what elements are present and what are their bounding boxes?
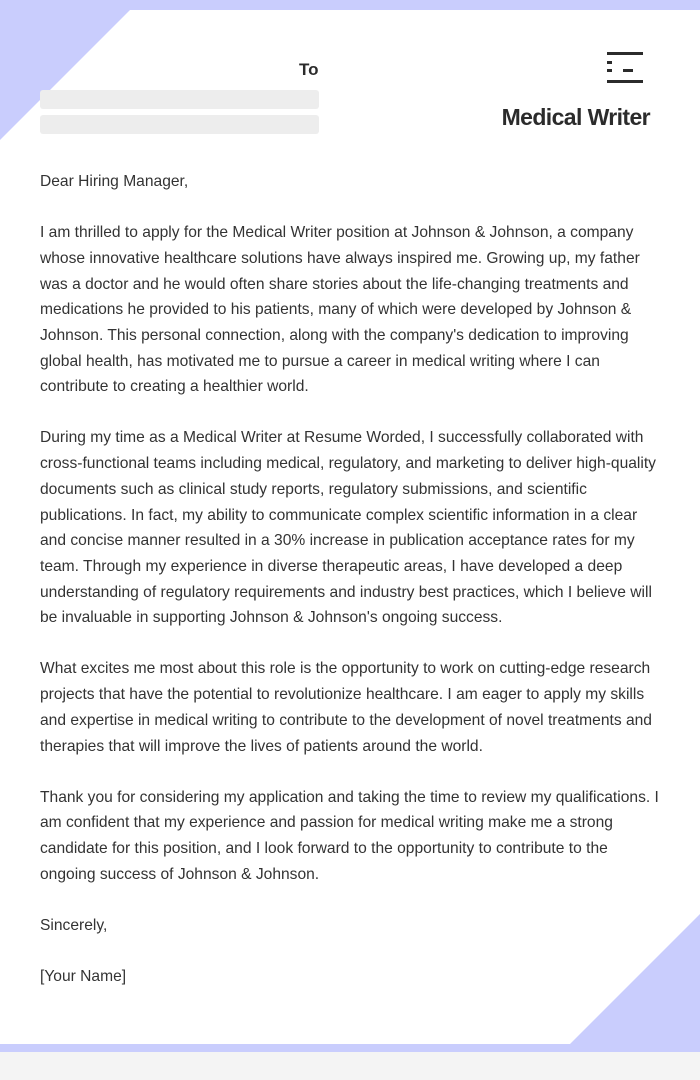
letter-page — [0, 10, 700, 1044]
recipient-placeholder-line — [40, 90, 319, 109]
to-label: To — [299, 60, 319, 79]
paragraph-2: During my time as a Medical Writer at Resume Worded, I successfully collaborated with cross-functional teams including medical, regulatory, and marketing to deliver high-quality documents such as clinical study reports, regulatory submissions, and scientific publications. In fact, my ability to communicate complex scientific information in a clear and concise manner resulted in a 30% increase in publication acceptance rates for my team. Through my experience in diverse therapeutic areas, I have developed a deep understanding of regulatory requirements and industry best practices, which I believe will be invaluable in supporting Johnson & Johnson's ongoing success. — [40, 429, 656, 627]
salutation: Dear Hiring Manager, — [40, 173, 189, 190]
paragraph-1: I am thrilled to apply for the Medical Writer position at Johnson & Johnson, a company whose innovative healthcare solutions have always inspired me. Growing up, my father was a doctor and he would often share stories about the life-changing treatments and medications he provided to his patients, many of which were developed by Johnson & Johnson. This personal connection, along with the company's dedication to improving global health, has motivated me to pursue a career in medical writing where I can contribute to creating a healthier world. — [40, 224, 640, 396]
paragraph-3: What excites me most about this role is the opportunity to work on cutting-edge research projects that have the potential to revolutionize healthcare. I am eager to apply my skills and expertise in medical writing to contribute to the development of novel treatments and therapies that will improve the lives of patients around the world. — [40, 660, 652, 755]
closing: Sincerely, — [40, 916, 108, 934]
document-lines-icon — [607, 52, 643, 84]
paragraph-4: Thank you for considering my application and taking the time to review my qualifications. I am confident that my experience and passion for medical writing make me a strong candidate for this position, and I look forward to the opportunity to contribute to the ongoing success of Johnson & Johnson. — [40, 788, 659, 883]
job-title: Medical Writer — [501, 104, 650, 130]
recipient-placeholder-line — [40, 115, 319, 134]
letter-body — [40, 169, 665, 1015]
signature: [Your Name] — [40, 967, 127, 985]
